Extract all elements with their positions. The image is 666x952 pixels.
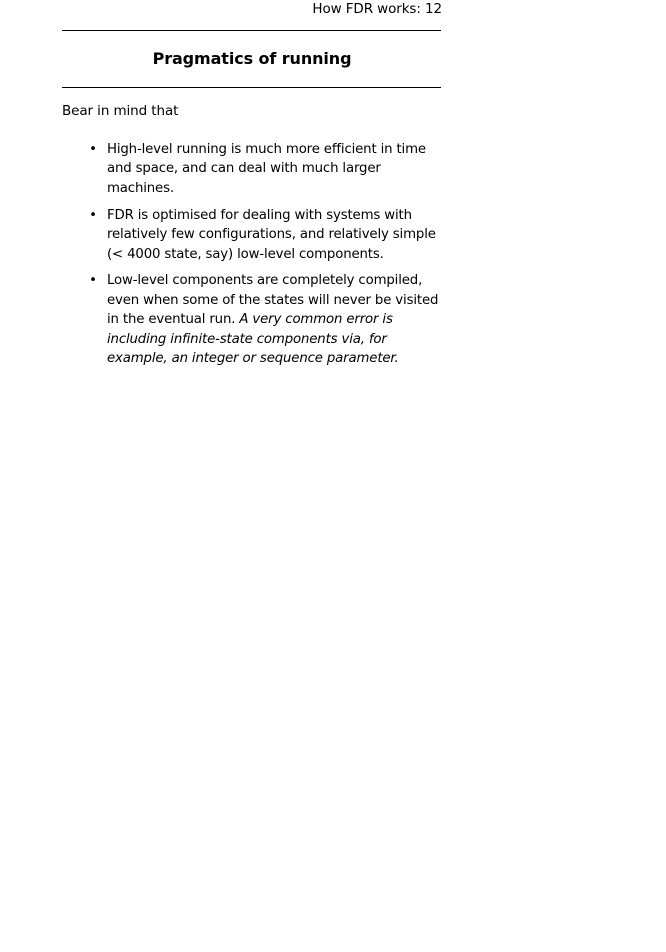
bullet-text: High-level running is much more efficient in time and space, and can deal with much larger machines. [107,142,426,196]
running-header: How FDR works: 12 [312,1,442,17]
bullet-list [88,140,448,376]
intro-text: Bear in mind that [62,103,179,119]
bullet-text: FDR is optimised for dealing with systems with relatively few configurations, and relatively simple (< 4000 state, say) low-level components. [107,207,436,262]
bullet-item [88,206,448,264]
bullet-icon: • [89,273,97,289]
bullet-icon: • [89,142,97,157]
slide-title: Pragmatics of running [152,49,352,68]
bottom-rule [62,87,441,88]
bullet-text: Low-level components are completely compiled, even when some of the states will never be visited in the eventual run. [107,273,439,328]
bullet-icon: • [89,207,97,223]
bullet-item [88,271,448,368]
top-rule [62,30,441,31]
bullet-item [88,140,448,198]
bullet-emphasis: A very common error is including infinite-state components via, for example, an integer or sequence parameter. [107,312,399,367]
